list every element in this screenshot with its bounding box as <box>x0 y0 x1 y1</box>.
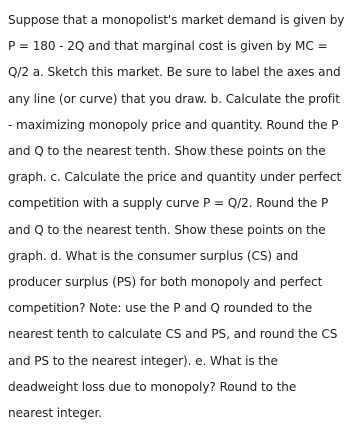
question-line-16: nearest integer. <box>8 406 102 420</box>
question-line-15: deadweight loss due to monopoly? Round to the <box>8 380 297 394</box>
question-line-12: competition? Note: use the P and Q rounded to the <box>8 301 313 315</box>
question-line-1: Suppose that a monopolist's market demand is given by <box>8 13 345 27</box>
question-line-8: competition with a supply curve P = Q/2. Round the P <box>8 196 329 210</box>
question-line-4: any line (or curve) that you draw. b. Calculate the profit <box>8 92 340 106</box>
question-line-5: - maximizing monopoly price and quantity. Round the P <box>8 118 339 132</box>
question-line-3: Q/2 a. Sketch this market. Be sure to label the axes and <box>8 65 341 79</box>
question-line-13: nearest tenth to calculate CS and PS, and round the CS <box>8 327 338 341</box>
question-line-14: and PS to the nearest integer). e. What is the <box>8 354 278 368</box>
question-line-10: graph. d. What is the consumer surplus (CS) and <box>8 249 299 263</box>
question-line-9: and Q to the nearest tenth. Show these points on the <box>8 223 326 237</box>
question-line-11: producer surplus (PS) for both monopoly and perfect <box>8 275 323 289</box>
question-line-6: and Q to the nearest tenth. Show these points on the <box>8 144 326 158</box>
question-line-7: graph. c. Calculate the price and quantity under perfect <box>8 170 342 184</box>
question-line-2: P = 180 - 2Q and that marginal cost is given by MC = <box>8 39 328 53</box>
